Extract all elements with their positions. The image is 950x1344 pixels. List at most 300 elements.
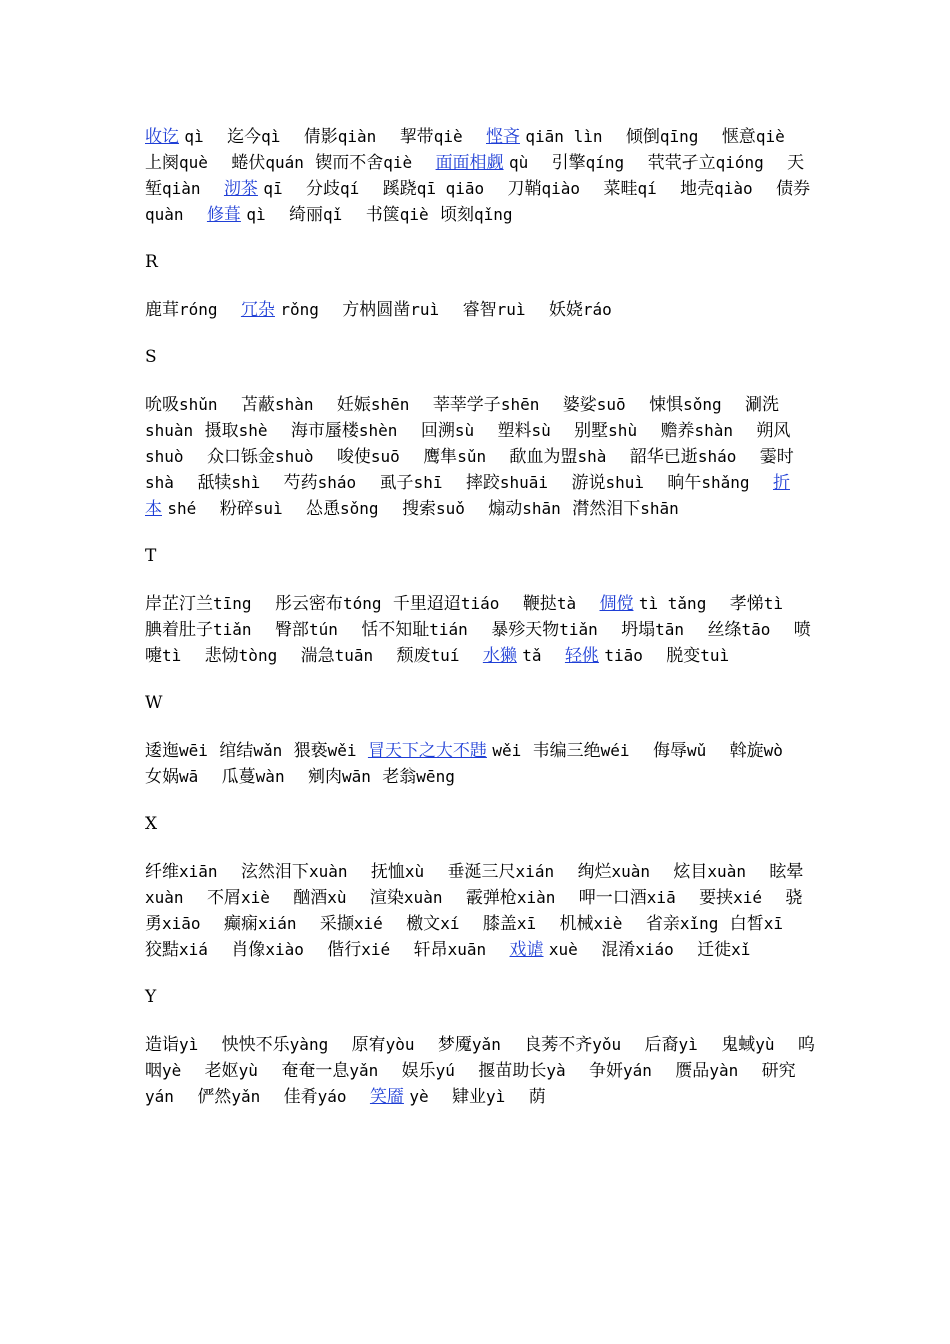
word-link[interactable]: 面面相觑	[435, 153, 504, 173]
pinyin: tì	[763, 594, 783, 613]
word-text: 骁勇	[145, 888, 803, 934]
pinyin: tiáo	[460, 594, 500, 613]
word-text: 蹊跷	[382, 179, 417, 199]
pinyin: tún	[308, 620, 338, 639]
pinyin: róng	[179, 300, 218, 319]
word-text: 斡旋	[729, 741, 764, 761]
pinyin: xuān	[447, 940, 487, 959]
pinyin: xié	[353, 914, 383, 933]
word-entry	[529, 1087, 546, 1107]
word-list	[145, 124, 817, 228]
pinyin: sù	[531, 421, 551, 440]
word-entry	[393, 594, 500, 614]
word-entry	[207, 888, 270, 908]
word-text: 肖像	[231, 940, 266, 960]
pinyin: shuāi	[499, 473, 549, 492]
word-text: 奄奄一息	[281, 1061, 350, 1081]
pinyin: suō	[596, 395, 626, 414]
pinyin: yáo	[317, 1087, 347, 1106]
pinyin: shì	[231, 473, 261, 492]
word-entry	[382, 767, 455, 787]
word-entry	[327, 940, 390, 960]
pinyin: qì	[184, 127, 204, 146]
word-text: 老翁	[382, 767, 417, 787]
word-text: 方枘圆凿	[342, 300, 411, 320]
word-text: 狡黠	[145, 940, 179, 960]
pinyin: tòng	[238, 646, 278, 665]
pinyin: wěi	[492, 741, 522, 760]
word-entry	[220, 499, 283, 519]
word-entry	[466, 473, 548, 493]
word-link[interactable]: 戏谑	[509, 940, 544, 960]
word-text: 赡养	[660, 421, 695, 441]
word-entry[interactable]	[241, 300, 319, 320]
pinyin: tiāo	[604, 646, 643, 665]
pinyin: xù	[404, 862, 425, 881]
word-entry	[145, 594, 252, 614]
word-entry[interactable]	[510, 940, 578, 960]
word-text: 造诣	[145, 1035, 179, 1055]
word-text: 佳肴	[283, 1087, 318, 1107]
word-entry	[145, 862, 218, 882]
word-text: 天堑	[145, 153, 805, 199]
pinyin: qiào	[714, 179, 753, 198]
pinyin: tiǎn	[559, 620, 598, 639]
pinyin: wā	[179, 767, 199, 786]
pinyin: xuàn	[707, 862, 746, 881]
word-entry	[433, 395, 540, 415]
pinyin: shuò	[145, 447, 184, 466]
word-entry[interactable]	[599, 594, 706, 614]
word-entry	[406, 914, 459, 934]
word-entry	[400, 127, 463, 147]
word-entry	[722, 127, 785, 147]
word-entry	[574, 421, 637, 441]
word-entry	[673, 862, 746, 882]
word-text: 韦编三绝	[532, 741, 601, 761]
word-text: 娱乐	[401, 1061, 436, 1081]
pinyin: yǎn	[231, 1087, 261, 1106]
word-entry	[680, 179, 753, 199]
pinyin: yán	[623, 1061, 652, 1080]
word-entry	[402, 1061, 455, 1081]
word-link[interactable]: 冒天下之大不韪	[367, 741, 487, 761]
word-text: 揠苗助长	[478, 1061, 547, 1081]
pinyin: quàn	[145, 205, 184, 224]
word-link[interactable]: 折本	[145, 473, 790, 519]
word-entry	[508, 179, 581, 199]
word-link[interactable]: 轻佻	[564, 646, 599, 666]
pinyin: suō	[370, 447, 400, 466]
pinyin: yǒu	[592, 1035, 622, 1054]
pinyin: shè	[238, 421, 268, 440]
pinyin: qiàn	[162, 179, 201, 198]
word-entry	[721, 1035, 774, 1055]
word-text: 摄取	[204, 421, 239, 441]
word-entry[interactable]	[436, 153, 529, 173]
word-text: 海市蜃楼	[290, 421, 359, 441]
word-text: 搜索	[401, 499, 436, 519]
word-text: 良莠不齐	[524, 1035, 593, 1055]
word-text: 癫痫	[223, 914, 258, 934]
pinyin: shàn	[274, 395, 314, 414]
word-entry	[440, 205, 513, 225]
word-text: 梦魇	[437, 1035, 472, 1055]
pinyin: yì	[486, 1087, 506, 1106]
word-text: 回溯	[420, 421, 455, 441]
word-text: 惬意	[721, 127, 756, 147]
word-entry	[205, 1061, 258, 1081]
word-link[interactable]: 修葺	[206, 205, 241, 225]
pinyin: xī	[763, 914, 784, 933]
pinyin: qì	[261, 127, 281, 146]
word-entry	[560, 914, 623, 934]
pinyin: wān	[341, 767, 371, 786]
word-text: 脱变	[666, 646, 701, 666]
word-entry	[281, 1061, 378, 1081]
pinyin: shuàn	[145, 421, 194, 440]
pinyin: qíng	[585, 153, 625, 172]
word-entry	[231, 940, 304, 960]
word-text: 猥亵	[293, 741, 328, 761]
pinyin: shù	[608, 421, 638, 440]
word-list	[145, 859, 817, 963]
word-text: 韶华已逝	[629, 447, 698, 467]
word-entry	[483, 914, 536, 934]
word-text: 剜肉	[307, 767, 342, 787]
pinyin: suì	[253, 499, 283, 518]
word-entry	[337, 447, 400, 467]
pinyin: tǎ	[522, 646, 542, 665]
word-entry	[498, 421, 551, 441]
word-entry[interactable]	[368, 741, 521, 761]
word-entry[interactable]	[224, 179, 283, 199]
word-text: 垂涎三尺	[447, 862, 516, 882]
word-link[interactable]: 倜傥	[599, 594, 634, 614]
pinyin: xiào	[265, 940, 304, 959]
word-text: 纤维	[145, 862, 179, 882]
word-text: 臀部	[274, 620, 309, 640]
word-entry[interactable]	[486, 127, 602, 147]
word-link[interactable]: 悭吝	[486, 127, 520, 147]
word-entry	[524, 1035, 621, 1055]
word-entry	[491, 620, 598, 640]
word-entry	[552, 153, 625, 173]
word-entry	[648, 153, 764, 173]
word-entry	[145, 767, 198, 787]
word-text: 呷一口酒	[578, 888, 647, 908]
word-text: 粉碎	[219, 499, 254, 519]
word-entry[interactable]	[565, 646, 643, 666]
word-text: 上阕	[145, 153, 179, 173]
word-text: 坍塌	[621, 620, 656, 640]
word-text: 苫蔽	[240, 395, 275, 415]
word-entry	[421, 421, 474, 441]
word-entry	[571, 473, 644, 493]
word-text: 迄今	[227, 127, 262, 147]
pinyin: tóng	[342, 594, 382, 613]
pinyin: xiá	[179, 940, 208, 959]
pinyin: xiān	[179, 862, 218, 881]
word-entry	[145, 300, 218, 320]
word-link[interactable]: 沏茶	[223, 179, 258, 199]
word-entry	[697, 940, 750, 960]
pinyin: shǎng	[701, 473, 750, 492]
pinyin: qí	[340, 179, 360, 198]
pinyin: tì	[162, 646, 182, 665]
word-link[interactable]: 水獭	[482, 646, 517, 666]
word-entry	[423, 447, 486, 467]
word-entry	[630, 447, 737, 467]
pinyin: tián	[429, 620, 468, 639]
word-entry	[227, 127, 280, 147]
pinyin: xié	[733, 888, 763, 907]
word-text: 鞭挞	[522, 594, 557, 614]
word-entry[interactable]	[145, 127, 204, 147]
pinyin: xiā	[646, 888, 676, 907]
pinyin: xiáo	[635, 940, 674, 959]
pinyin: qiào	[541, 179, 581, 198]
pinyin: sháo	[317, 473, 357, 492]
word-entry	[205, 646, 278, 666]
word-entry	[291, 421, 398, 441]
word-text: 涮洗	[745, 395, 779, 415]
word-entry	[603, 179, 656, 199]
word-text: 虱子	[379, 473, 414, 493]
word-text: 唆使	[336, 447, 371, 467]
word-entry[interactable]	[207, 205, 266, 225]
word-entry	[577, 862, 650, 882]
pinyin: shān	[640, 499, 679, 518]
section-letter: X	[145, 814, 158, 834]
pinyin: xuàn	[308, 862, 348, 881]
pinyin: sháo	[697, 447, 737, 466]
word-text: 赝品	[675, 1061, 710, 1081]
pinyin: shèn	[358, 421, 398, 440]
pinyin: xuè	[548, 940, 578, 959]
document-body	[145, 124, 817, 1110]
pinyin: qiè	[755, 127, 785, 146]
pinyin: qí	[637, 179, 657, 198]
pinyin: xù	[327, 888, 347, 907]
word-text: 霰弹枪	[465, 888, 517, 908]
word-text: 怂恿	[306, 499, 341, 519]
word-text: 绚烂	[577, 862, 612, 882]
word-text: 地壳	[680, 179, 715, 199]
pinyin: xuàn	[145, 888, 184, 907]
word-text: 炫目	[673, 862, 708, 882]
pinyin: qiàn	[337, 127, 377, 146]
section-letter: W	[145, 693, 163, 713]
pinyin: què	[179, 153, 208, 172]
pinyin: suǒ	[435, 499, 465, 518]
word-text: 妖娆	[548, 300, 583, 320]
word-text: 茕茕孑立	[647, 153, 716, 173]
word-entry	[352, 1035, 415, 1055]
word-entry	[308, 767, 371, 787]
word-entry	[301, 646, 374, 666]
word-entry	[219, 741, 282, 761]
pinyin: yàn	[709, 1061, 739, 1080]
word-text: 晌午	[667, 473, 702, 493]
word-text: 倾倒	[625, 127, 660, 147]
pinyin: xiè	[593, 914, 623, 933]
word-entry[interactable]	[483, 646, 542, 666]
word-entry	[488, 499, 561, 519]
pinyin: yòu	[385, 1035, 415, 1054]
pinyin: xiāo	[162, 914, 201, 933]
word-link[interactable]: 冗杂	[240, 300, 275, 320]
word-entry	[304, 127, 377, 147]
word-text: 顷刻	[440, 205, 474, 225]
word-entry	[646, 914, 719, 934]
word-text: 荫	[528, 1087, 546, 1107]
pinyin: yú	[435, 1061, 455, 1080]
word-text: 怏怏不乐	[221, 1035, 290, 1055]
word-text: 恬不知耻	[361, 620, 430, 640]
word-text: 舐犊	[197, 473, 232, 493]
word-entry	[361, 620, 468, 640]
pinyin: ruì	[410, 300, 440, 319]
word-entry	[667, 473, 749, 493]
pinyin: qīng	[659, 127, 699, 146]
word-entry	[438, 1035, 501, 1055]
pinyin: tiǎn	[213, 620, 252, 639]
pinyin: xié	[361, 940, 391, 959]
pinyin: xuàn	[403, 888, 443, 907]
pinyin: ráo	[582, 300, 612, 319]
word-entry	[315, 153, 412, 173]
pinyin: tīng	[213, 594, 252, 613]
word-entry	[284, 1087, 347, 1107]
word-entry	[601, 940, 674, 960]
word-text: 省亲	[645, 914, 680, 934]
pinyin: tān	[655, 620, 685, 639]
pinyin: yè	[162, 1061, 182, 1080]
word-text: 抚恤	[370, 862, 405, 882]
word-entry	[306, 499, 379, 519]
word-link[interactable]: 收讫	[145, 127, 179, 147]
pinyin: sǒng	[683, 395, 722, 414]
word-entry	[414, 940, 487, 960]
word-text: 菜畦	[603, 179, 638, 199]
pinyin: tuí	[430, 646, 460, 665]
word-text: 暴殄天物	[491, 620, 560, 640]
pinyin: shuò	[274, 447, 314, 466]
word-text: 睿智	[462, 300, 497, 320]
pinyin: tuān	[334, 646, 374, 665]
pinyin: tì tǎng	[638, 594, 707, 613]
word-text: 湍急	[300, 646, 335, 666]
word-text: 债券	[776, 179, 811, 199]
pinyin: shà	[577, 447, 607, 466]
pinyin: xǐng	[679, 914, 719, 933]
word-text: 酗酒	[293, 888, 328, 908]
word-entry	[380, 473, 443, 493]
word-entry	[675, 1061, 738, 1081]
pinyin: sǔn	[457, 447, 487, 466]
word-text: 妊娠	[336, 395, 371, 415]
word-entry	[224, 914, 297, 934]
word-entry	[294, 741, 357, 761]
word-text: 争妍	[589, 1061, 623, 1081]
word-entry[interactable]	[370, 1087, 429, 1107]
word-entry	[402, 499, 465, 519]
word-text: 书箧	[365, 205, 400, 225]
pinyin: qiè	[433, 127, 463, 146]
word-text: 混淆	[601, 940, 636, 960]
word-entry	[645, 1035, 698, 1055]
pinyin: tuì	[700, 646, 730, 665]
pinyin: qiè	[399, 205, 429, 224]
word-list	[145, 738, 817, 790]
word-entry	[370, 888, 443, 908]
pinyin: wēi	[179, 741, 208, 760]
word-text: 颓废	[396, 646, 431, 666]
pinyin: ruì	[496, 300, 526, 319]
word-text: 机械	[559, 914, 594, 934]
word-text: 老妪	[204, 1061, 239, 1081]
pinyin: wēng	[416, 767, 455, 786]
word-entry	[589, 1061, 652, 1081]
pinyin: qù	[508, 153, 529, 172]
word-text: 锲而不舍	[315, 153, 384, 173]
pinyin: yàng	[289, 1035, 329, 1054]
word-list	[145, 392, 817, 522]
pinyin: xǐ	[731, 940, 751, 959]
pinyin: shà	[145, 473, 174, 492]
word-text: 肄业	[452, 1087, 487, 1107]
pinyin: wéi	[600, 741, 630, 760]
word-text: 俨然	[197, 1087, 232, 1107]
word-entry	[549, 300, 612, 320]
pinyin: shēn	[500, 395, 540, 414]
word-entry	[478, 1061, 565, 1081]
word-text: 绮丽	[289, 205, 324, 225]
word-text: 塑料	[497, 421, 532, 441]
word-entry	[699, 888, 762, 908]
word-text: 芍药	[283, 473, 318, 493]
word-entry	[383, 179, 484, 199]
word-text: 潸然泪下	[572, 499, 641, 519]
pinyin: xí	[440, 914, 460, 933]
pinyin: qiè	[383, 153, 413, 172]
word-entry	[533, 741, 630, 761]
word-text: 不屑	[206, 888, 241, 908]
pinyin: qǐ	[323, 205, 343, 224]
pinyin: sǒng	[340, 499, 379, 518]
pinyin: qiān lìn	[525, 127, 603, 146]
word-text: 分歧	[306, 179, 341, 199]
word-link[interactable]: 笑靥	[369, 1087, 404, 1107]
word-text: 迁徙	[697, 940, 732, 960]
pinyin: sù	[454, 421, 475, 440]
word-entry	[660, 421, 733, 441]
word-entry	[222, 1035, 329, 1055]
word-text: 彤云密布	[274, 594, 343, 614]
pinyin: shān	[522, 499, 561, 518]
pinyin: qì	[246, 205, 266, 224]
word-text: 孝悌	[729, 594, 764, 614]
word-text: 众口铄金	[206, 447, 275, 467]
section-letter: Y	[145, 987, 157, 1007]
pinyin: xuàn	[611, 862, 651, 881]
word-text: 渲染	[369, 888, 404, 908]
word-list	[145, 1032, 817, 1110]
word-text: 婆娑	[562, 395, 597, 415]
pinyin: qī	[263, 179, 283, 198]
word-text: 眩晕	[769, 862, 804, 882]
